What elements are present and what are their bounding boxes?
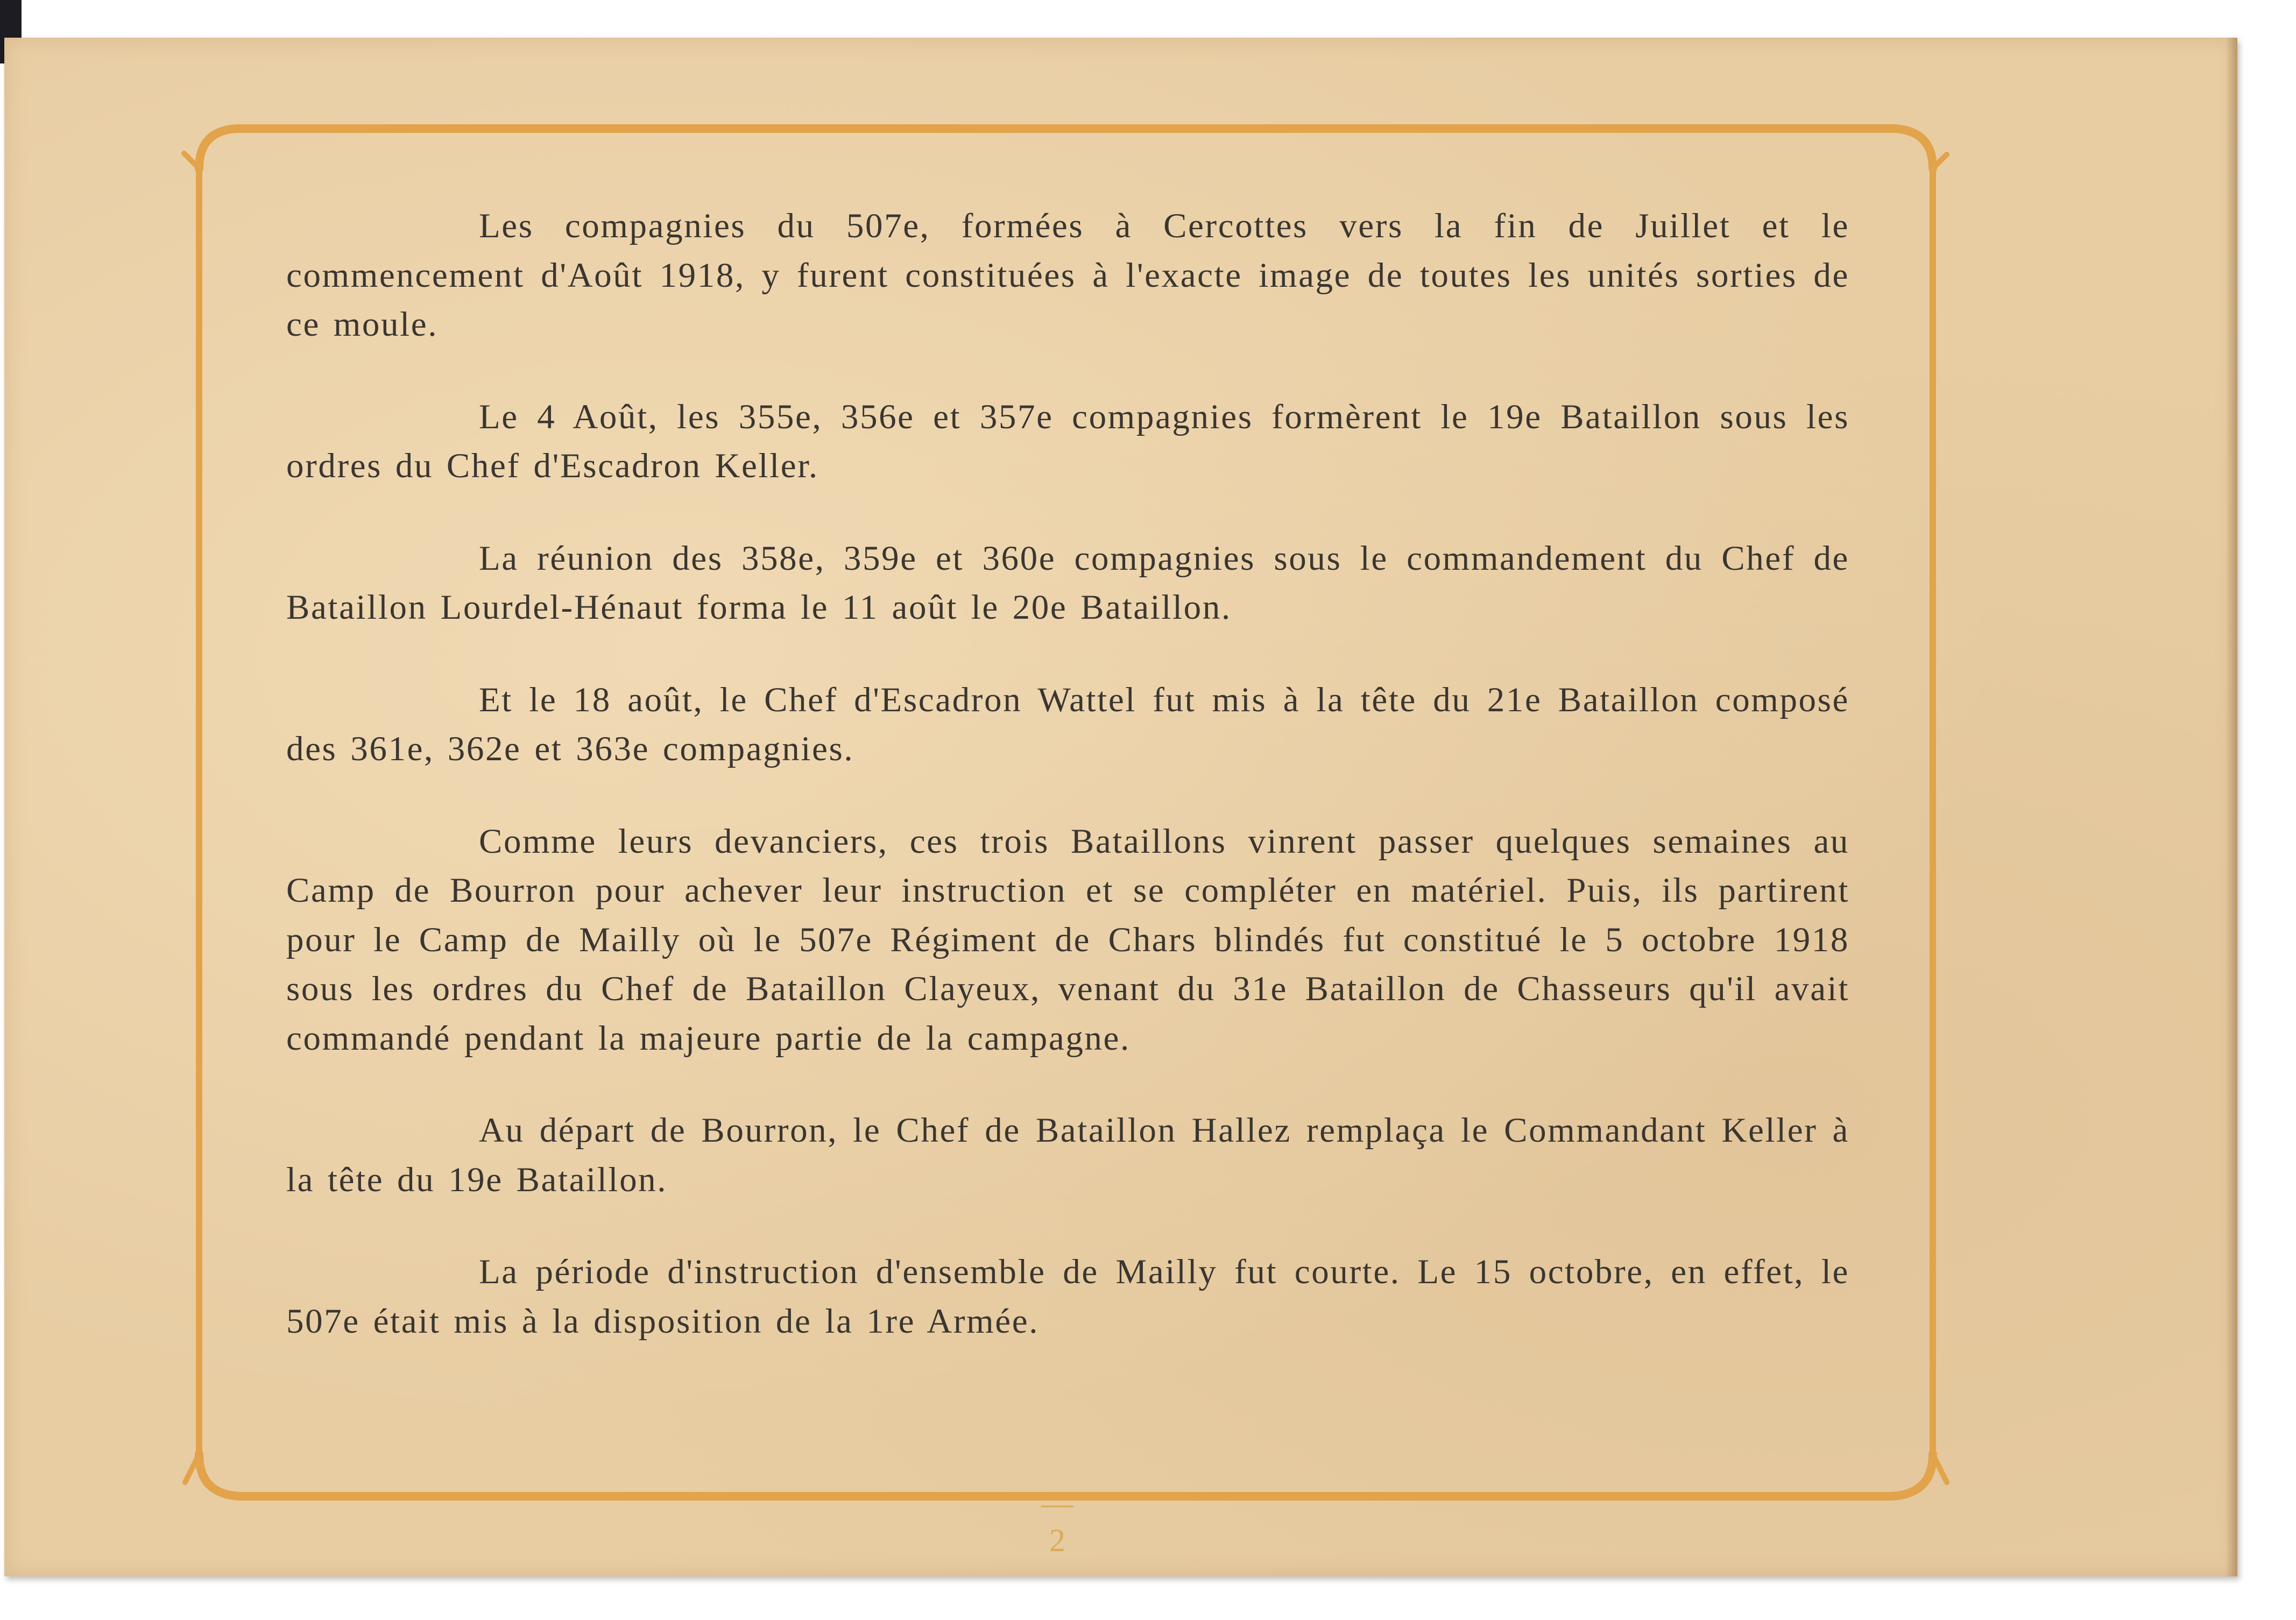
paragraph: Au départ de Bourron, le Chef de Bataillon Hallez remplaça le Commandant Keller à la tête du 19e Bataillon. <box>286 1111 1849 1199</box>
paragraph: Et le 18 août, le Chef d'Escadron Wattel fut mis à la tête du 21e Bataillon composé des 361e, 362e et 363e compagnies. <box>286 680 1849 768</box>
paragraph: La période d'instruction d'ensemble de Mailly fut courte. Le 15 octobre, en effet, le 507e était mis à la disposition de la 1re Armée. <box>286 1253 1849 1341</box>
page-edge-shadow <box>2226 38 2237 1576</box>
page-number: — 2 <box>1036 1485 1079 1559</box>
paragraph: Les compagnies du 507e, formées à Cercottes vers la fin de Juillet et le commencement d'Août 1918, y furent constituées à l'exacte image de toutes les unités sorties de ce moule. <box>286 207 1849 344</box>
body-text <box>286 202 1849 1389</box>
paragraph: La réunion des 358e, 359e et 360e compagnies sous le commandement du Chef de Bataillon Lourdel-Hénaut forma le 11 août le 20e Bataillon. <box>286 539 1849 627</box>
paragraph: Comme leurs devanciers, ces trois Bataillons vinrent passer quelques semaines au Camp de Bourron pour achever leur instruction et se compléter en matériel. Puis, ils partirent pour le Camp de Mailly où le 507e Régiment de Chars blindés fut constitué le 5 octobre 1918 sous les ordres du Chef de Bataillon Clayeux, venant du 31e Bataillon de Chasseurs qu'il avait commandé pendant la majeure partie de la campagne. <box>286 822 1849 1058</box>
paragraph: Le 4 Août, les 355e, 356e et 357e compagnies formèrent le 19e Bataillon sous les ordres du Chef d'Escadron Keller. <box>286 397 1849 485</box>
